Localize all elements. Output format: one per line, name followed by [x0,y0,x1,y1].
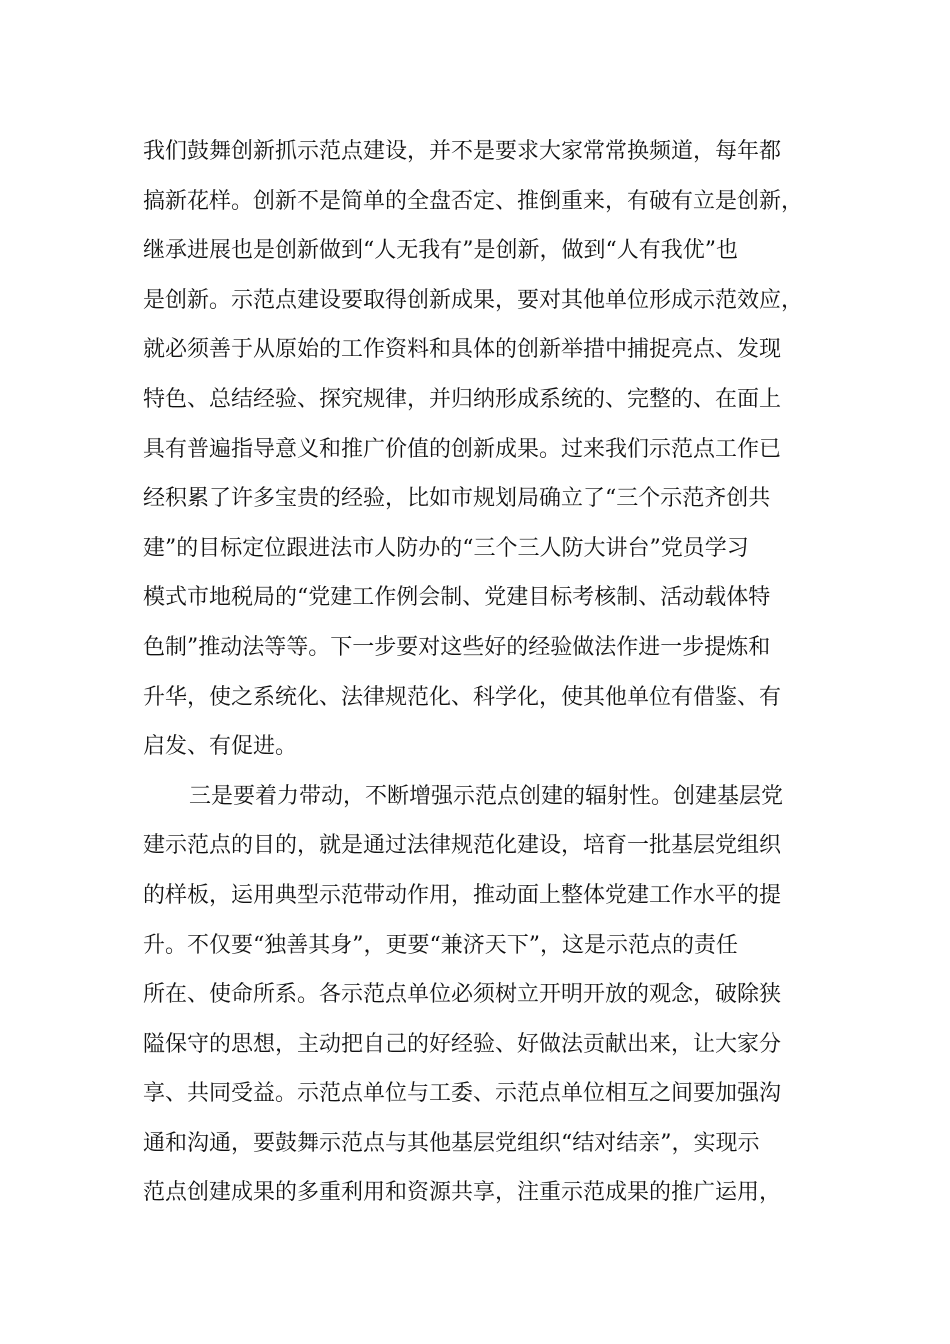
body-text [143,127,823,1218]
text-line: 范点创建成果的多重利用和资源共享，注重示范成果的推广运用， [143,1180,782,1206]
text-line: 隘保守的思想，主动把自己的好经验、好做法贡献出来，让大家分 [143,1031,782,1057]
text-line: 具有普遍指导意义和推广价值的创新成果。过来我们示范点工作已 [143,436,782,462]
text-line: 我们鼓舞创新抓示范点建设，并不是要求大家常常换频道，每年都 [143,139,782,164]
text-line: 是创新。示范点建设要取得创新成果，要对其他单位形成示范效应， [143,287,804,313]
text-line: 特色、总结经验、探究规律，并归纳形成系统的、完整的、在面上 [143,386,782,412]
text-line: 建”的目标定位跟进法市人防办的“三个三人防大讲台”党员学习 [143,535,749,561]
text-line: 色制”推动法等等。下一步要对这些好的经验做法作进一步提炼和 [143,634,771,660]
text-line: 搞新花样。创新不是简单的全盘否定、推倒重来，有破有立是创新， [143,188,804,214]
text-line: 启发、有促进。 [143,734,298,760]
text-line: 所在、使命所系。各示范点单位必须树立开明开放的观念，破除狭 [143,982,782,1008]
text-line: 继承进展也是创新做到“人无我有”是创新，做到“人有我优”也 [143,238,738,264]
text-line: 建示范点的目的，就是通过法律规范化建设，培育一批基层党组织 [143,833,782,859]
text-line: 模式市地税局的“党建工作例会制、党建目标考核制、活动载体特 [143,585,771,611]
text-line: 升。不仅要“独善其身”，更要“兼济天下”，这是示范点的责任 [143,932,738,958]
text-line: 升华，使之系统化、法律规范化、科学化，使其他单位有借鉴、有 [143,684,782,710]
text-line: 通和沟通，要鼓舞示范点与其他基层党组织“结对结亲”，实现示 [143,1130,760,1156]
text-line: 的样板，运用典型示范带动作用，推动面上整体党建工作水平的提 [143,882,782,908]
text-line: 经积累了许多宝贵的经验，比如市规划局确立了“三个示范齐创共 [143,486,771,512]
text-line: 享、共同受益。示范点单位与工委、示范点单位相互之间要加强沟 [143,1081,782,1107]
text-line: 就必须善于从原始的工作资料和具体的创新举措中捕捉亮点、发现 [143,337,782,363]
paragraph-start-line: 三是要着力带动，不断增强示范点创建的辐射性。创建基层党 [189,783,784,809]
